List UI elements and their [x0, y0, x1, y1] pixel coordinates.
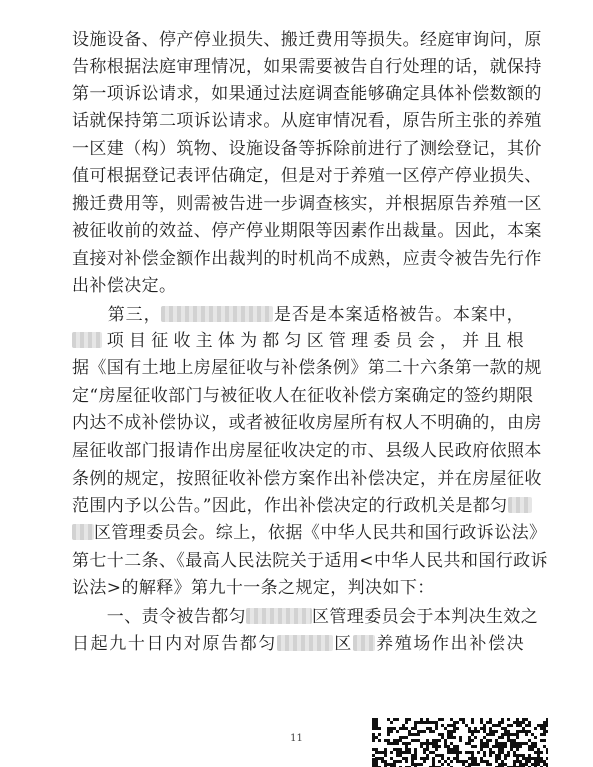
- line-text: 区管理委员会，并且根: [306, 331, 524, 351]
- text-line: [72, 139, 542, 159]
- redacted-text: [161, 306, 273, 322]
- text-line: [72, 57, 542, 77]
- text-line: [72, 523, 547, 543]
- text-line: [72, 578, 524, 598]
- text-line: [72, 607, 539, 627]
- line-text: 设施设备、停产停业损失、搬迁费用等损失。经庭审询问，原: [72, 30, 542, 50]
- text-line: [72, 469, 542, 489]
- redacted-text: [277, 635, 333, 651]
- text-line: [72, 221, 542, 241]
- line-text: 搬迁费用等，则需被告进一步调查核实，并根据原告养殖一区: [72, 194, 542, 214]
- line-text: 内达不成补偿协议，或者被征收房屋所有权人不明确的，由房: [72, 413, 542, 433]
- line-text: 项目征收主体为都匀: [102, 331, 307, 351]
- text-line: [72, 249, 542, 269]
- text-line: [72, 551, 548, 571]
- text-line: [72, 331, 524, 351]
- line-text: 区: [333, 634, 353, 654]
- barcode-stamp: [372, 718, 548, 767]
- page-number: 11: [290, 733, 303, 744]
- line-text: 是否是本案适格被告。本案中，: [273, 305, 525, 325]
- redacted-text: [508, 497, 532, 513]
- line-text: 第七十二条、《最高人民法院关于适用<中华人民共和国行政诉: [72, 551, 548, 571]
- line-text: 第一项诉讼请求，如果通过法庭调查能够确定具体补偿数额的: [72, 84, 542, 104]
- text-line: [72, 386, 534, 406]
- line-text: 范围内予以公告。”因此，作出补偿决定的行政机关是都匀: [72, 496, 508, 516]
- text-line: [72, 111, 542, 131]
- line-text: 第三，: [72, 305, 162, 325]
- text-line: [72, 305, 524, 325]
- text-line: [72, 358, 542, 378]
- line-text: 养殖场作出补偿决: [374, 634, 524, 654]
- line-text: 出补偿决定。: [72, 276, 177, 296]
- line-text: 被征收前的效益、停产停业期限等因素作出裁量。因此，本案: [72, 221, 542, 241]
- text-line: [72, 84, 542, 104]
- redacted-text: [246, 608, 312, 624]
- line-text: 日起九十日内对原告都匀: [72, 634, 278, 654]
- redacted-text: [353, 635, 375, 651]
- line-text: 区管理委员会。综上，依据《中华人民共和国行政诉讼法》: [94, 523, 547, 543]
- line-text: 一、责令被告都匀: [72, 607, 246, 627]
- line-text: 条例的规定，按照征收补偿方案作出补偿决定，并在房屋征收: [72, 469, 542, 489]
- line-text: 告称根据法庭审理情况，如果需要被告自行处理的话，就保持: [72, 57, 542, 77]
- line-text: 话就保持第二项诉讼请求。从庭审情况看，原告所主张的养殖: [72, 111, 542, 131]
- redacted-text: [72, 524, 94, 540]
- text-line: [72, 30, 542, 50]
- line-text: 一区建（构）筑物、设施设备等拆除前进行了测绘登记，其价: [72, 139, 542, 159]
- line-text: 定“房屋征收部门与被征收人在征收补偿方案确定的签约期限: [72, 386, 534, 406]
- text-line: [72, 276, 524, 296]
- line-text: 讼法>的解释》第九十一条之规定，判决如下：: [72, 578, 435, 598]
- text-line: [72, 194, 542, 214]
- text-line: [72, 413, 542, 433]
- text-line: [72, 496, 524, 516]
- text-line: [72, 441, 542, 461]
- redacted-text: [72, 332, 102, 348]
- text-line: [72, 634, 524, 654]
- line-text: 屋征收部门报请作出房屋征收决定的市、县级人民政府依照本: [72, 441, 542, 461]
- line-text: 据《国有土地上房屋征收与补偿条例》第二十六条第一款的规: [72, 358, 542, 378]
- line-text: 直接对补偿金额作出裁判的时机尚不成熟，应责令被告先行作: [72, 249, 542, 269]
- line-text: 区管理委员会于本判决生效之: [312, 607, 539, 627]
- text-line: [72, 166, 542, 186]
- line-text: 值可根据登记表评估确定，但是对于养殖一区停产停业损失、: [72, 166, 542, 186]
